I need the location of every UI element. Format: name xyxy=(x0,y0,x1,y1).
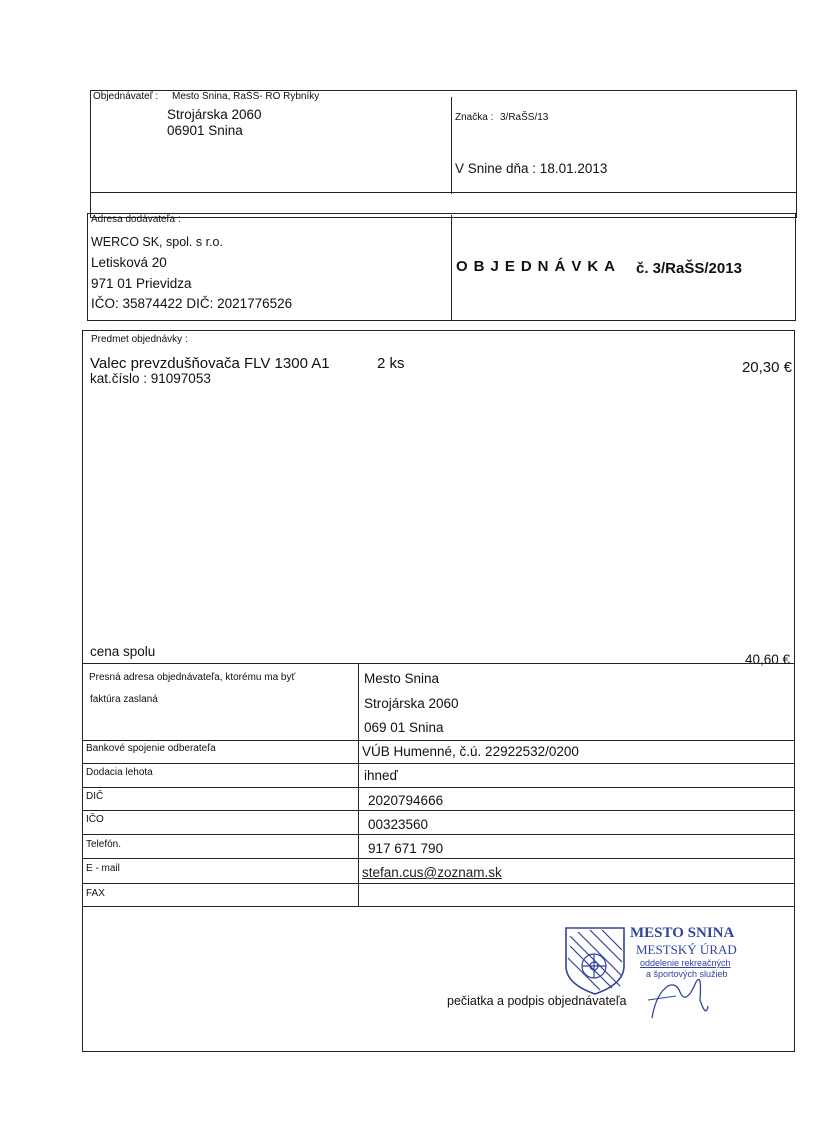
phone-value: 917 671 790 xyxy=(368,841,444,856)
phone-label: Telefón. xyxy=(86,839,122,850)
signature-label: pečiatka a podpis objednávateľa xyxy=(447,994,627,1008)
ico-label: IČO xyxy=(86,814,104,825)
total-value: 40,60 € xyxy=(744,652,790,667)
bank-value: VÚB Humenné, č.ú. 22922532/0200 xyxy=(362,744,579,759)
invoice-city: 069 01 Snina xyxy=(364,720,444,735)
supplier-name: WERCO SK, spol. s r.o. xyxy=(91,235,223,249)
table-top-rule xyxy=(82,663,795,664)
dic-label: DIČ xyxy=(86,791,104,802)
orderer-city: 06901 Snina xyxy=(167,123,243,138)
email-value[interactable]: stefan.cus@zoznam.sk xyxy=(362,865,502,880)
delivery-value: ihneď xyxy=(364,768,398,783)
order-date: V Snine dňa : 18.01.2013 xyxy=(455,161,608,176)
row-rule xyxy=(82,740,795,741)
invoice-address-label-2: faktúra zaslaná xyxy=(90,694,158,705)
row-rule xyxy=(82,834,795,835)
orderer-street: Strojárska 2060 xyxy=(167,107,262,122)
bank-label: Bankové spojenie odberateľa xyxy=(86,743,216,754)
mark-label: Značka : xyxy=(455,112,494,123)
order-title: OBJEDNÁVKA xyxy=(456,258,622,275)
delivery-label: Dodacia lehota xyxy=(86,767,153,778)
item-name: Valec prevzdušňovača FLV 1300 A1 xyxy=(90,355,330,372)
row-rule xyxy=(82,906,795,907)
header-rule xyxy=(90,192,797,193)
row-rule xyxy=(82,883,795,884)
supplier-label: Adresa dodávateľa : xyxy=(91,214,181,225)
stamp-line-2: MESTSKÝ ÚRAD xyxy=(636,942,737,957)
supplier-ids: IČO: 35874422 DIČ: 2021776526 xyxy=(91,296,293,311)
invoice-street: Strojárska 2060 xyxy=(364,696,459,711)
orderer-name: Mesto Snina, RaŠS- RO Rybníky xyxy=(172,91,320,102)
mark-value: 3/RaŠS/13 xyxy=(500,112,549,123)
supplier-divider xyxy=(451,215,452,320)
table-divider xyxy=(358,663,359,906)
row-rule xyxy=(82,787,795,788)
fax-label: FAX xyxy=(86,888,105,899)
supplier-street: Letisková 20 xyxy=(91,255,167,270)
stamp-line-3: oddelenie rekreačných xyxy=(640,958,731,968)
email-label: E - mail xyxy=(86,863,120,874)
total-label: cena spolu xyxy=(90,644,156,659)
invoice-address-label: Presná adresa objednávateľa, ktorému ma byť xyxy=(89,672,296,683)
supplier-city: 971 01 Prievidza xyxy=(91,276,192,291)
row-rule xyxy=(82,858,795,859)
stamp-line-4: a športových služieb xyxy=(646,969,728,979)
ico-value: 00323560 xyxy=(368,817,429,832)
stamp-line-1: MESTO SNINA xyxy=(630,925,735,941)
orderer-label: Objednávateľ : xyxy=(93,91,159,102)
official-stamp xyxy=(556,922,756,1026)
invoice-name: Mesto Snina xyxy=(364,671,440,686)
item-price: 20,30 € xyxy=(741,359,792,376)
subject-label: Predmet objednávky : xyxy=(91,334,188,345)
item-quantity: 2 ks xyxy=(377,355,405,372)
header-divider xyxy=(451,97,452,194)
row-rule xyxy=(82,810,795,811)
row-rule xyxy=(82,763,795,764)
order-number: č. 3/RaŠS/2013 xyxy=(636,260,742,277)
dic-value: 2020794666 xyxy=(368,793,444,808)
item-catalog-number: kat.číslo : 91097053 xyxy=(90,371,211,386)
